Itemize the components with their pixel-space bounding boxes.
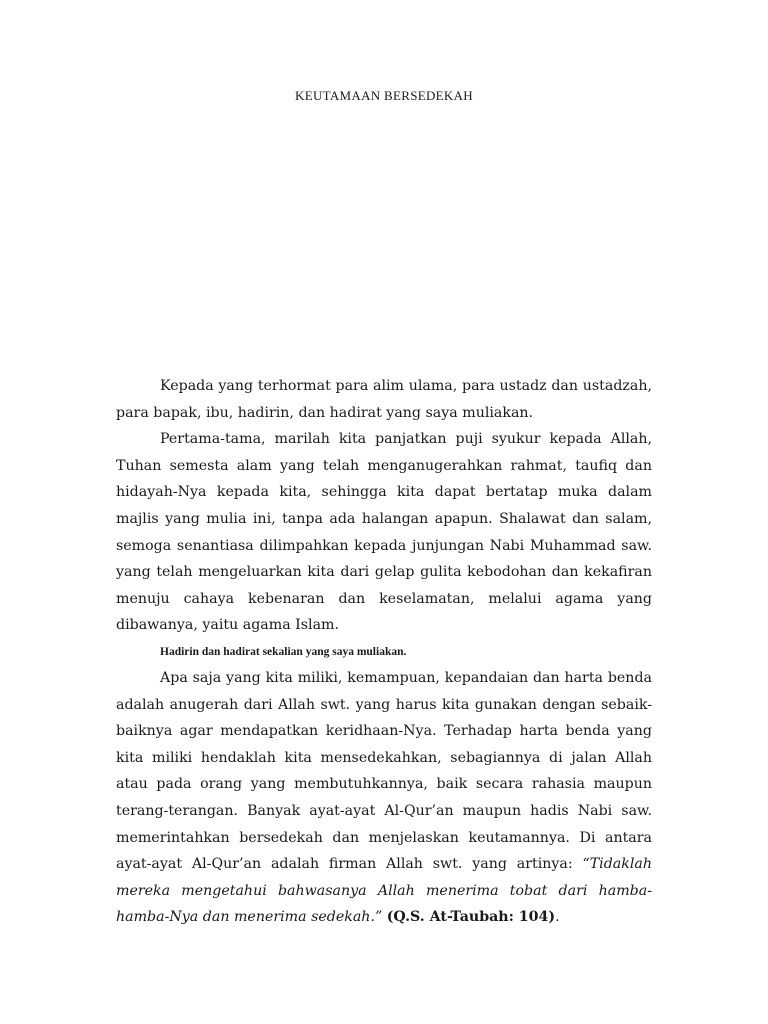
document-body (116, 373, 652, 931)
paragraph-main (116, 665, 652, 931)
paragraph-greeting: Kepada yang terhormat para alim ulama, para ustadz dan ustadzah, para bapak, ibu, hadirin, dan hadirat yang saya muliakan. (116, 378, 652, 421)
paragraph-opening: Pertama-tama, marilah kita panjatkan puji syukur kepada Allah, Tuhan semesta alam yang telah menganugerahkan rahmat, taufiq dan hidayah-Nya kepada kita, sehingga kita dapat bertatap muka dalam majlis yang mulia ini, tanpa ada halangan apapun. Shalawat dan salam, semoga senantiasa dilimpahkan kepada junjungan Nabi Muhammad saw. yang telah mengeluarkan kita dari gelap gulita kebodohan dan kekafiran menuju cahaya kebenaran dan keselamatan, melalui agama yang dibawanya, yaitu agama Islam. (116, 431, 652, 634)
quran-quote: “Tidaklah mereka mengetahui bahwasanya Allah menerima tobat dari hamba-hamba-Nya dan menerima sedekah.” (116, 856, 652, 926)
paragraph-main-text: Apa saja yang kita miliki, kemampuan, kepandaian dan harta benda adalah anugerah dari Allah swt. yang harus kita gunakan dengan sebaik-baiknya agar mendapatkan keridhaan-Nya. Terhadap harta benda yang kita miliki hendaklah kita mensedekahkan, sebagiannya di jalan Allah atau pada orang yang membutuhkannya, baik secara rahasia maupun terang-terangan. Banyak ayat-ayat Al-Qur’an maupun hadis Nabi saw. memerintahkan bersedekah dan menjelaskan keutamannya. Di antara ayat-ayat Al-Qur’an adalah firman Allah swt. yang artinya: (116, 669, 652, 873)
quran-citation: (Q.S. At-Taubah: 104) (386, 909, 556, 926)
paragraph-end: . (555, 909, 560, 926)
page-title: KEUTAMAAN BERSEDEKAH (295, 88, 473, 103)
subheading: Hadirin dan hadirat sekalian yang saya muliakan. (160, 645, 407, 658)
